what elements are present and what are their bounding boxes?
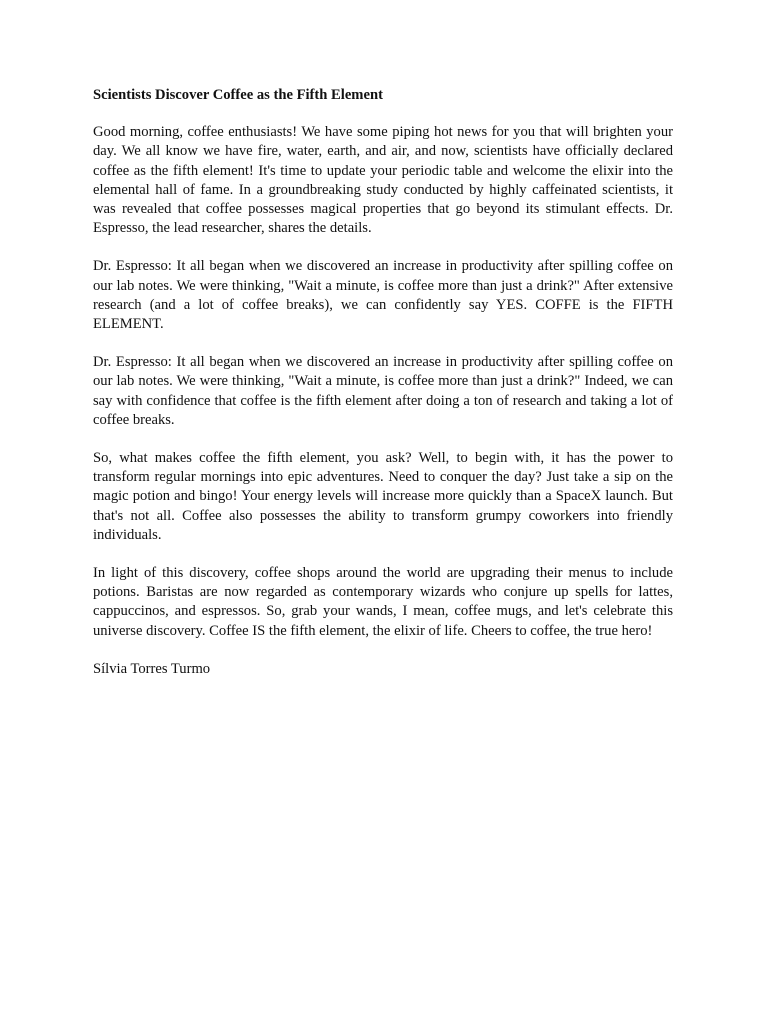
paragraph-intro: Good morning, coffee enthusiasts! We have some piping hot news for you that will brighten your day. We all know we have fire, water, earth, and air, and now, scientists have officially declared coffee as the fifth element! It's time to update your periodic table and welcome the elixir into the elemental hall of fame. In a groundbreaking study conducted by highly caffeinated scientists, it was revealed that coffee possesses magical properties that go beyond its stimulant effects. Dr. Espresso, the lead researcher, shares the details. bbox=[93, 124, 673, 237]
paragraph-espresso-quote-1: Dr. Espresso: It all began when we discovered an increase in productivity after spilling coffee on our lab notes. We were thinking, "Wait a minute, is coffee more than just a drink?" After extensive research (and a lot of coffee breaks), we can confidently say YES. COFFE is the FIFTH ELEMENT. bbox=[93, 258, 673, 333]
author-signature: Sílvia Torres Turmo bbox=[93, 660, 211, 677]
document-page bbox=[93, 86, 673, 679]
paragraph-espresso-quote-2: Dr. Espresso: It all began when we discovered an increase in productivity after spilling coffee on our lab notes. We were thinking, "Wait a minute, is coffee more than just a drink?" Indeed, we can say with confidence that coffee is the fifth element after doing a ton of research and taking a lot of coffee breaks. bbox=[93, 354, 673, 428]
paragraph-fifth-element-powers: So, what makes coffee the fifth element, you ask? Well, to begin with, it has the power to transform regular mornings into epic adventures. Need to conquer the day? Just take a sip on the magic potion and bingo! Your energy levels will increase more quickly than a SpaceX launch. But that's not all. Coffee also possesses the ability to transform grumpy coworkers into friendly individuals. bbox=[93, 450, 673, 543]
document-title: Scientists Discover Coffee as the Fifth Element bbox=[93, 87, 383, 103]
paragraph-coffee-shops: In light of this discovery, coffee shops around the world are upgrading their menus to include potions. Baristas are now regarded as contemporary wizards who conjure up spells for lattes, cappuccinos, and espressos. So, grab your wands, I mean, coffee mugs, and let's celebrate this universe discovery. Coffee IS the fifth element, the elixir of life. Cheers to coffee, the true hero! bbox=[93, 565, 673, 639]
